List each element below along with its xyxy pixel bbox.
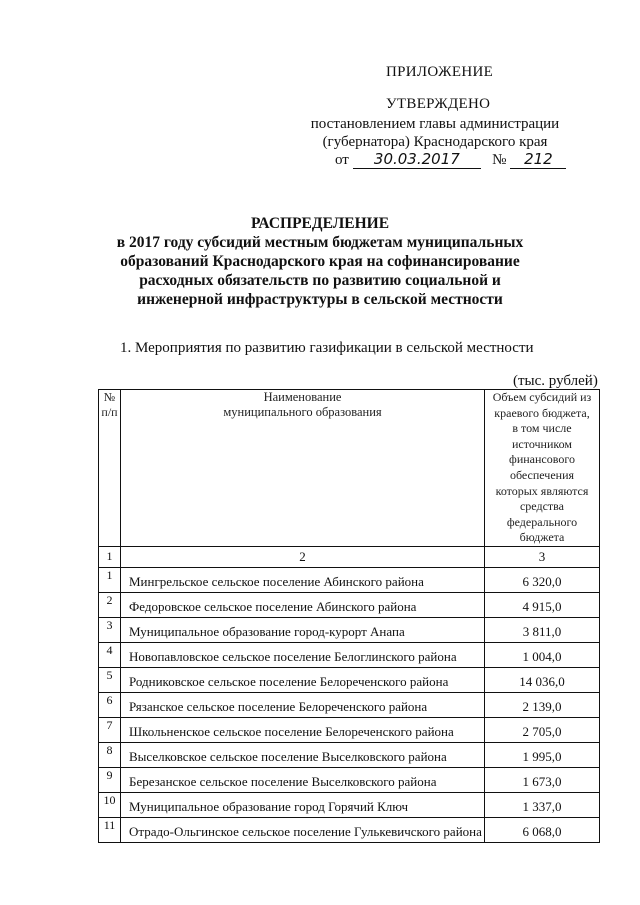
row-number: 1: [99, 567, 121, 592]
header-value-line: Объем субсидий из: [492, 390, 592, 404]
date-number-line: [335, 150, 566, 169]
row-name: Муниципальное образование город-курорт Анапа: [121, 617, 485, 642]
row-value: 4 915,0: [485, 592, 600, 617]
title-line-1: РАСПРЕДЕЛЕНИЕ: [250, 215, 390, 232]
row-value: 1 004,0: [485, 642, 600, 667]
header-value-line: источником: [512, 436, 572, 451]
header-name-cell: [121, 390, 485, 547]
approved-by-line1: постановлением главы администрации: [310, 116, 560, 132]
row-name: Новопавловское сельское поселение Белоглинского района: [121, 642, 485, 667]
header-value-line: средства: [519, 499, 564, 514]
header-num-line1: №: [103, 390, 116, 404]
section-title: 1. Мероприятия по развитию газификации в сельской местности: [120, 340, 534, 356]
header-value-line: финансового: [509, 452, 575, 467]
table-row: [99, 792, 600, 817]
header-value-line: в том числе: [512, 421, 572, 436]
header-num-cell: [99, 390, 121, 547]
table-row: [99, 567, 600, 592]
table-header-row: [99, 390, 600, 547]
approved-label: УТВЕРЖДЕНО: [386, 96, 491, 112]
row-value: 2 705,0: [485, 717, 600, 742]
table-row: [99, 642, 600, 667]
table-row: [99, 767, 600, 792]
approved-by-line2: (губернатора) Краснодарского края: [322, 134, 548, 150]
row-number: 3: [99, 617, 121, 642]
table-row: [99, 617, 600, 642]
row-name: Отрадо-Ольгинское сельское поселение Гулькевичского района: [121, 817, 485, 842]
units-label: (тыс. рублей): [513, 373, 598, 389]
row-value: 1 337,0: [485, 792, 600, 817]
table-row: [99, 667, 600, 692]
handwritten-date: 30.03.2017: [353, 150, 481, 169]
number-prefix: №: [492, 152, 507, 168]
table-row: [99, 692, 600, 717]
column-index-cell: 3: [485, 546, 600, 567]
row-number: 10: [99, 792, 121, 817]
row-name: Федоровское сельское поселение Абинского района: [121, 592, 485, 617]
title-line-2: в 2017 году субсидий местным бюджетам муниципальных: [116, 234, 524, 251]
row-number: 9: [99, 767, 121, 792]
table-row: [99, 742, 600, 767]
row-name: Мингрельское сельское поселение Абинского района: [121, 567, 485, 592]
document-title: [110, 214, 530, 309]
row-number: 4: [99, 642, 121, 667]
row-number: 5: [99, 667, 121, 692]
title-line-5: инженерной инфраструктуры в сельской местности: [137, 291, 503, 308]
row-number: 2: [99, 592, 121, 617]
row-number: 7: [99, 717, 121, 742]
row-value: 6 068,0: [485, 817, 600, 842]
row-value: 6 320,0: [485, 567, 600, 592]
column-index-row: [99, 546, 600, 567]
row-value: 3 811,0: [485, 617, 600, 642]
title-line-3: образований Краснодарского края на софинансирование: [120, 253, 520, 270]
header-value-line: обеспечения: [509, 467, 575, 482]
handwritten-number: 212: [510, 150, 566, 169]
row-name: Рязанское сельское поселение Белореченского района: [121, 692, 485, 717]
title-line-4: расходных обязательств по развитию социальной и: [139, 272, 501, 289]
row-name: Муниципальное образование город Горячий Ключ: [121, 792, 485, 817]
table-row: [99, 592, 600, 617]
appendix-label: ПРИЛОЖЕНИЕ: [386, 64, 494, 80]
row-number: 6: [99, 692, 121, 717]
column-index-cell: 2: [121, 546, 485, 567]
table-row: [99, 817, 600, 842]
header-value-line: которых являются: [495, 483, 589, 498]
row-value: 2 139,0: [485, 692, 600, 717]
subsidy-table: [98, 389, 600, 843]
header-value-line: федерального: [506, 514, 578, 529]
column-index-cell: 1: [99, 546, 121, 567]
table-row: [99, 717, 600, 742]
row-name: Выселковское сельское поселение Выселковского района: [121, 742, 485, 767]
date-prefix: от: [335, 152, 349, 168]
header-name-line1: Наименование: [263, 390, 342, 404]
header-value-cell: [485, 390, 600, 547]
header-value-line: бюджета: [519, 530, 565, 545]
row-name: Школьненское сельское поселение Белореченского района: [121, 717, 485, 742]
header-value-line: краевого бюджета,: [494, 405, 590, 420]
row-value: 1 673,0: [485, 767, 600, 792]
row-number: 11: [99, 817, 121, 842]
row-name: Березанское сельское поселение Выселковского района: [121, 767, 485, 792]
row-name: Родниковское сельское поселение Белореченского района: [121, 667, 485, 692]
row-number: 8: [99, 742, 121, 767]
header-name-line2: муниципального образования: [223, 405, 382, 419]
row-value: 1 995,0: [485, 742, 600, 767]
header-num-line2: п/п: [101, 405, 118, 419]
row-value: 14 036,0: [485, 667, 600, 692]
